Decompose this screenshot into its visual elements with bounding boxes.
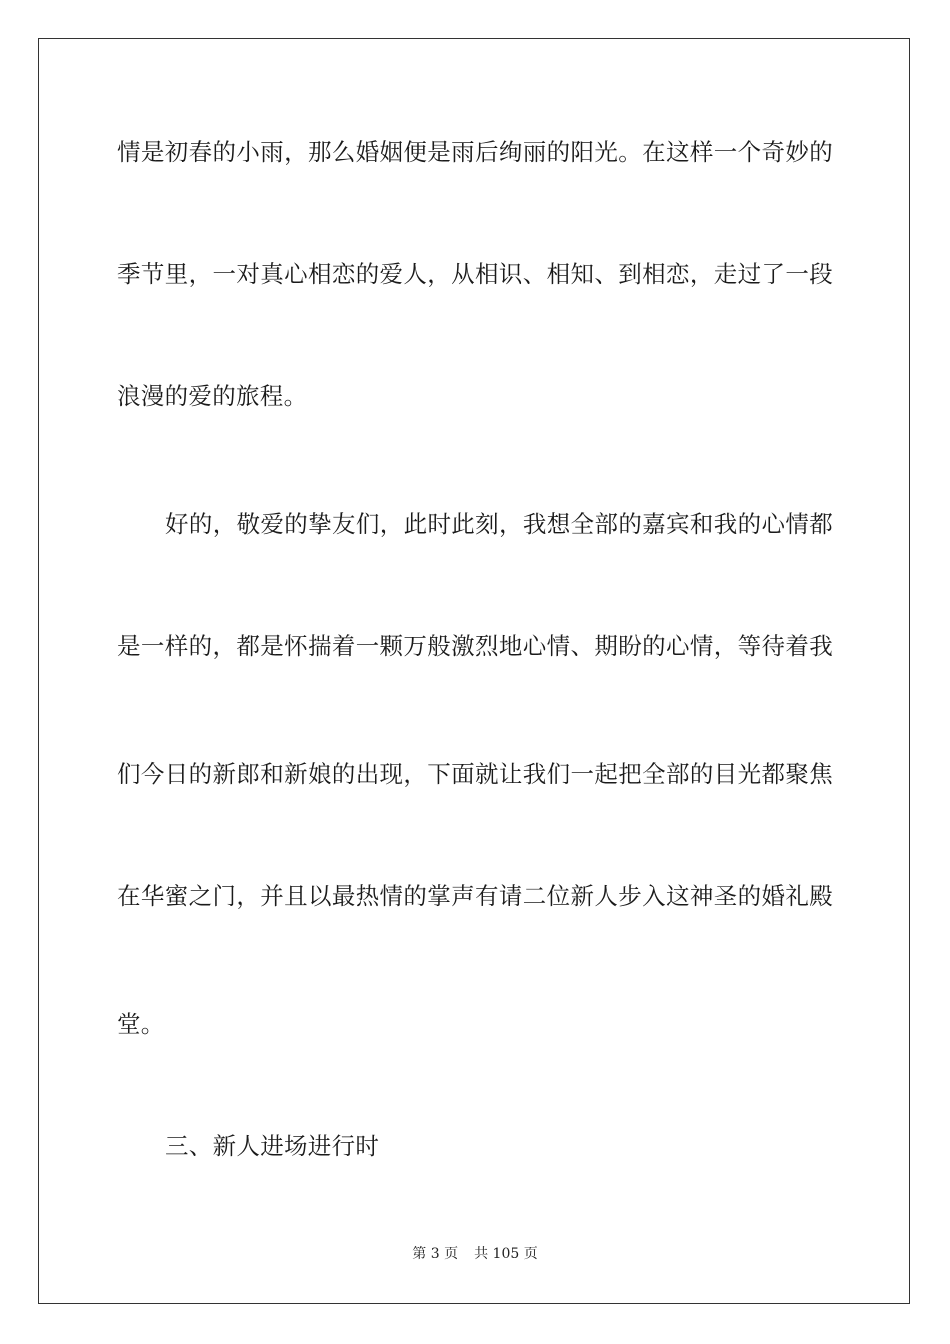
- section-heading: 三、新人进场进行时: [165, 1132, 380, 1160]
- paragraph-first-line: 好的，敬爱的挚友们，此时此刻，我想全部的嘉宾和我的心情都: [165, 510, 833, 538]
- body-text-line: 堂。: [117, 1010, 165, 1038]
- body-text-line: 浪漫的爱的旅程。: [117, 382, 308, 410]
- page-border: [38, 38, 910, 1304]
- page-total: 共 105 页: [474, 1246, 538, 1262]
- page-number: 第 3 页: [412, 1246, 459, 1262]
- body-text-line: 季节里，一对真心相恋的爱人，从相识、相知、到相恋，走过了一段: [117, 260, 833, 288]
- body-text-line: 们今日的新郎和新娘的出现，下面就让我们一起把全部的目光都聚焦: [117, 760, 833, 788]
- body-text-line: 是一样的，都是怀揣着一颗万般激烈地心情、期盼的心情，等待着我: [117, 632, 833, 660]
- body-text-line: 情是初春的小雨，那么婚姻便是雨后绚丽的阳光。在这样一个奇妙的: [117, 138, 833, 166]
- body-text-line: 在华蜜之门，并且以最热情的掌声有请二位新人步入这神圣的婚礼殿: [117, 882, 833, 910]
- page-footer: [0, 1245, 950, 1263]
